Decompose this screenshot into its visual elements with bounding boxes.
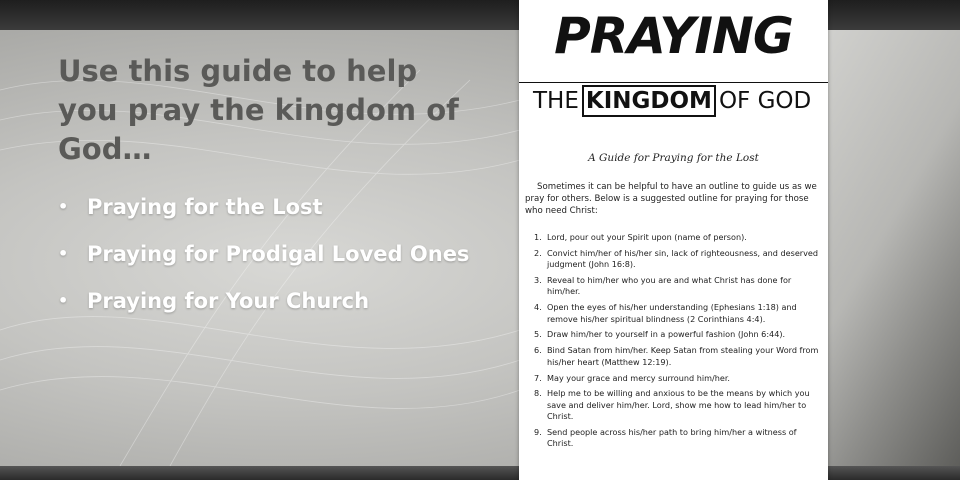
slide-heading: Use this guide to help you pray the kingdom of God… [58,54,459,166]
step-number: 3. [534,275,542,286]
bullet-dot: • [58,197,69,216]
step-number: 2. [534,247,542,258]
bullet-dot: • [58,291,69,310]
step-text: Convict him/her of his/her sin, lack of righteousness, and deserved judgment (John 16:8). [547,247,819,270]
document-title-praying: PRAYING [554,7,793,65]
prayer-step [525,373,821,384]
step-text: Draw him/her to yourself in a powerful fashion (John 6:44). [547,329,786,340]
bullet-item [58,240,469,287]
prayer-step [525,232,821,243]
bullet-text: Praying for the Lost [87,195,323,219]
prayer-steps-list [525,232,821,454]
title-the: THE [533,88,579,114]
step-text: Lord, pour out your Spirit upon (name of person). [547,232,747,242]
prayer-step [525,248,821,271]
step-text: Bind Satan from him/her. Keep Satan from stealing your Word from his/her heart (Matthew 12:19). [547,345,819,367]
title-rule [519,82,828,83]
document-title-kingdom [533,85,811,117]
step-number: 8. [534,388,542,399]
step-text: Open the eyes of his/her understanding (Ephesians 1:18) and remove his/her spiritual blindness (2 Corinthians 4:4). [547,302,797,324]
step-text: Help me to be willing and anxious to be the means by which you save and deliver him/her. Lord, show me how to lead him/her to Christ. [547,388,810,422]
bullet-item [58,193,469,240]
title-of-god: OF GOD [718,88,812,114]
step-number: 6. [534,345,542,356]
step-number: 7. [534,372,542,383]
bullet-list [58,193,469,334]
background-photo-right [828,30,960,466]
step-text: May your grace and mercy surround him/her. [547,372,730,383]
prayer-step [525,275,821,298]
prayer-step [525,302,821,325]
step-number: 5. [534,329,542,340]
step-text: Reveal to him/her who you are and what Christ has done for him/her. [547,275,792,297]
title-kingdom-box: KINGDOM [582,85,716,117]
bullet-item [58,287,469,334]
step-number: 9. [534,426,542,437]
bullet-dot: • [58,244,69,263]
guide-document [519,0,828,480]
prayer-step [525,345,821,368]
step-number: 4. [534,302,542,313]
prayer-step [525,388,821,422]
step-number: 1. [534,232,542,242]
step-text: Send people across his/her path to bring him/her a witness of Christ. [547,426,797,449]
prayer-step [525,427,821,450]
document-subtitle: A Guide for Praying for the Lost [588,152,759,164]
document-intro: Sometimes it can be helpful to have an outline to guide us as we pray for others. Below is a suggested outline for praying for those who need Christ: [525,182,817,216]
bullet-text: Praying for Prodigal Loved Ones [87,242,470,266]
bullet-text: Praying for Your Church [87,289,370,313]
prayer-step [525,329,821,340]
